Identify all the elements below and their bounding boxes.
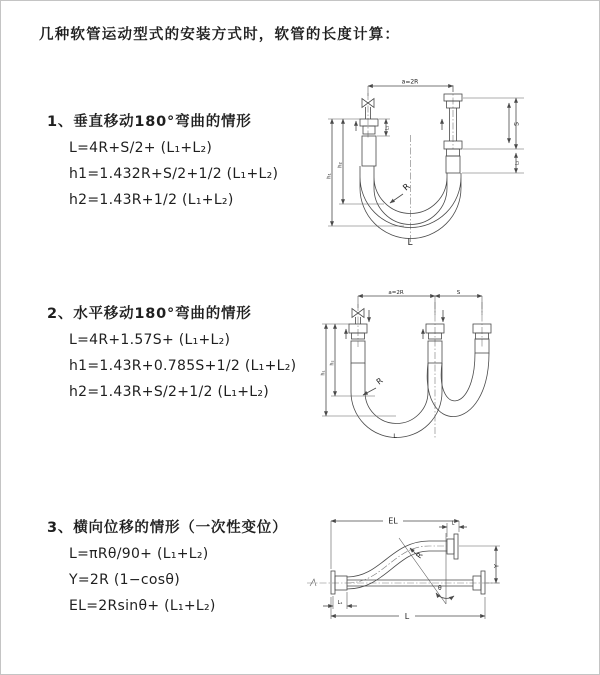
section-2 (47, 305, 296, 401)
dim-extensions-el (331, 521, 459, 569)
diagram-horizontal-move-180-bend (319, 289, 504, 449)
dim-extensions-h1 (328, 119, 404, 226)
dim-label-y: Y (492, 564, 501, 568)
formula-line: h1=1.432R+S/2+1/2 (L₁+L₂) (69, 166, 279, 182)
centerline-break-mark (310, 579, 316, 586)
page-title: 几种软管运动型式的安装方式时，软管的长度计算： (39, 27, 401, 43)
section-2-heading: 2、水平移动180°弯曲的情形 (47, 306, 252, 322)
section-3 (47, 519, 287, 615)
radius-label: R (414, 550, 425, 561)
lower-flange-plate (481, 571, 485, 594)
angle-label: θ (438, 585, 442, 592)
dim-label-l1: L₁ (337, 600, 343, 606)
dim-label-a2r: a=2R (388, 290, 404, 296)
section-1 (47, 113, 278, 209)
dim-label-l2: L₂ (515, 160, 521, 166)
right-hose-braid (446, 156, 460, 173)
centerlines (368, 85, 453, 243)
diagram-lateral-displacement (303, 513, 505, 625)
angle-construction-lines (399, 533, 446, 604)
dim-label-l1: L₁ (385, 125, 391, 131)
diagram-vertical-move-180-bend (326, 77, 531, 249)
radius-label: R (401, 181, 413, 194)
formula-line: h1=1.43R+0.785S+1/2 (L₁+L₂) (69, 358, 297, 374)
formula-line: EL=2Rsinθ+ (L₁+L₂) (69, 598, 216, 614)
dim-label-ltop: L (451, 520, 455, 527)
formula-line: Y=2R (1−cosθ) (69, 572, 180, 588)
left-flange-plate (331, 571, 335, 594)
dim-extensions (368, 86, 453, 96)
formula-line: L=πRθ/90+ (L₁+L₂) (69, 546, 209, 562)
formula-line: L=4R+S/2+ (L₁+L₂) (69, 140, 213, 156)
formula-line: h2=1.43R+1/2 (L₁+L₂) (69, 192, 234, 208)
radius-arrow (390, 194, 403, 203)
left-pipe-collar (363, 126, 375, 134)
radius-label: R (374, 376, 385, 387)
dim-label-a2r: a=2R (401, 78, 419, 86)
section-1-heading: 1、垂直移动180°弯曲的情形 (47, 114, 252, 130)
dim-label-h1: h₁ (326, 173, 333, 179)
length-label: L (393, 432, 397, 440)
dim-label-h1: h₁ (320, 370, 327, 376)
dim-label-el: EL (388, 516, 398, 526)
section-3-heading: 3、横向位移的情形（一次性变位） (47, 520, 288, 536)
upper-flange-plate (454, 534, 458, 559)
right-pipe-collar-bottom (447, 149, 460, 156)
upper-flange-collar (447, 539, 454, 554)
dim-extensions (358, 296, 482, 315)
hose-u-bend-position1 (351, 363, 442, 438)
length-label: L (407, 238, 413, 248)
hose-s-curve (347, 541, 447, 589)
formula-line: L=4R+1.57S+ (L₁+L₂) (69, 332, 231, 348)
dim-label-h2: h₂ (329, 360, 336, 366)
dim-label-h2: h₂ (337, 162, 344, 168)
dim-label-s: S (456, 290, 461, 296)
dim-label-s: S (513, 122, 521, 126)
left-hose-braid (362, 136, 376, 166)
centerlines (358, 302, 482, 439)
hose-u-bend-position2 (427, 353, 489, 417)
formula-line: h2=1.43R+S/2+1/2 (L₁+L₂) (69, 384, 270, 400)
left-pipe-nut (360, 119, 378, 126)
dim-extensions-h1 (322, 324, 396, 416)
length-label: L (404, 612, 410, 621)
